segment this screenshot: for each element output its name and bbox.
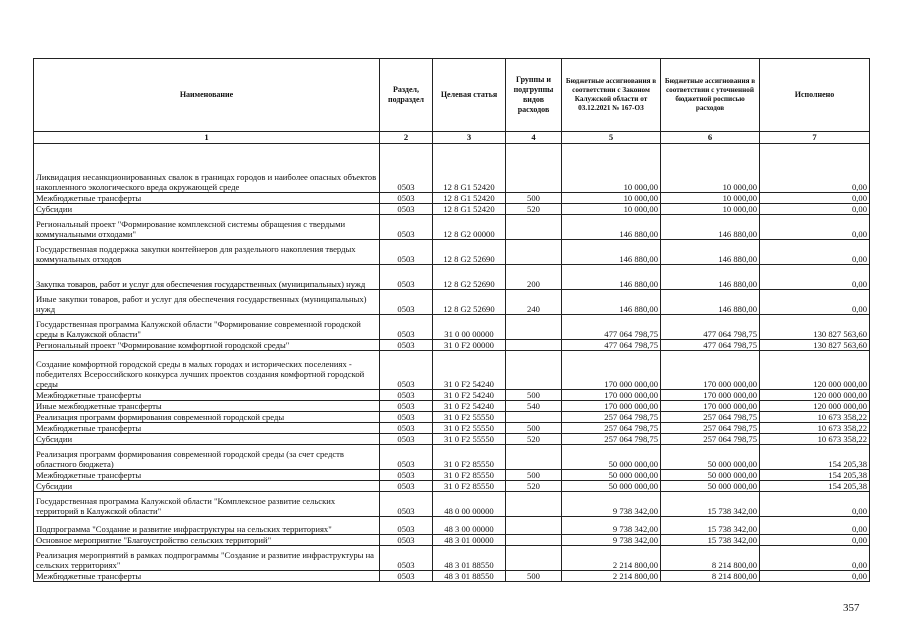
row-budget-law: 2 214 800,00 [562,546,661,571]
row-budget-law: 257 064 798,75 [562,423,661,434]
row-budget-refined: 170 000 000,00 [661,401,760,412]
row-name: Государственная программа Калужской области "Формирование современной городской среды в Калужской области" [34,315,380,340]
row-section: 0503 [380,423,433,434]
table-row [34,423,870,434]
row-name: Реализация мероприятий в рамках подпрограммы "Создание и развитие инфраструктуры на сельских территориях" [34,546,380,571]
row-budget-refined: 50 000 000,00 [661,470,760,481]
row-name: Межбюджетные трансферты [34,423,380,434]
row-target: 12 8 G1 52420 [433,204,506,215]
row-target: 31 0 F2 54240 [433,351,506,390]
row-budget-law: 2 214 800,00 [562,571,661,582]
header-budget-law: Бюджетные ассигнования в соответствии с Законом Калужской области от 03.12.2021 № 167-ОЗ [562,59,661,132]
row-target: 31 0 F2 54240 [433,390,506,401]
table-row [34,265,870,290]
row-group: 520 [506,434,562,445]
row-group [506,517,562,535]
row-executed: 0,00 [760,535,870,546]
column-number: 5 [562,132,661,144]
row-name: Субсидии [34,481,380,492]
header-executed: Исполнено [760,59,870,132]
row-group [506,144,562,193]
row-section: 0503 [380,470,433,481]
row-budget-law: 50 000 000,00 [562,470,661,481]
row-budget-law: 170 000 000,00 [562,390,661,401]
row-target: 12 8 G1 52420 [433,144,506,193]
row-budget-refined: 15 738 342,00 [661,517,760,535]
column-number: 6 [661,132,760,144]
row-target: 31 0 F2 54240 [433,401,506,412]
row-budget-refined: 146 880,00 [661,290,760,315]
table-row [34,401,870,412]
row-executed: 154 205,38 [760,445,870,470]
row-target: 31 0 F2 55550 [433,423,506,434]
row-budget-law: 10 000,00 [562,204,661,215]
row-section: 0503 [380,546,433,571]
row-name: Межбюджетные трансферты [34,390,380,401]
row-name: Региональный проект "Формирование комплексной системы обращения с твердыми коммунальными отходами" [34,215,380,240]
row-budget-refined: 170 000 000,00 [661,390,760,401]
row-target: 48 0 00 00000 [433,492,506,517]
row-name: Государственная поддержка закупки контейнеров для раздельного накопления твердых коммунальных отходов [34,240,380,265]
table-row [34,215,870,240]
row-group [506,351,562,390]
table-row [34,412,870,423]
row-budget-refined: 10 000,00 [661,144,760,193]
row-section: 0503 [380,535,433,546]
page-number: 357 [843,602,860,614]
row-group: 520 [506,204,562,215]
row-name: Подпрограмма "Создание и развитие инфраструктуры на сельских территориях" [34,517,380,535]
row-executed: 0,00 [760,546,870,571]
row-group: 200 [506,265,562,290]
table-row [34,340,870,351]
row-budget-law: 146 880,00 [562,240,661,265]
row-target: 31 0 F2 55550 [433,434,506,445]
row-group [506,412,562,423]
row-section: 0503 [380,401,433,412]
row-name: Реализация программ формирования современной городской среды (за счет средств областного бюджета) [34,445,380,470]
row-name: Иные межбюджетные трансферты [34,401,380,412]
row-executed: 130 827 563,60 [760,315,870,340]
row-section: 0503 [380,492,433,517]
row-target: 31 0 F2 85550 [433,481,506,492]
table-row [34,517,870,535]
row-executed: 10 673 358,22 [760,412,870,423]
row-target: 48 3 01 88550 [433,571,506,582]
row-group [506,492,562,517]
column-number: 2 [380,132,433,144]
column-number: 1 [34,132,380,144]
row-name: Закупка товаров, работ и услуг для обеспечения государственных (муниципальных) нужд [34,265,380,290]
row-name: Иные закупки товаров, работ и услуг для обеспечения государственных (муниципальных) нужд [34,290,380,315]
row-section: 0503 [380,204,433,215]
row-executed: 0,00 [760,240,870,265]
row-section: 0503 [380,390,433,401]
row-section: 0503 [380,445,433,470]
row-budget-law: 257 064 798,75 [562,434,661,445]
table-row [34,445,870,470]
row-target: 12 8 G2 52690 [433,240,506,265]
table-row [34,390,870,401]
row-executed: 0,00 [760,290,870,315]
row-section: 0503 [380,144,433,193]
row-group: 240 [506,290,562,315]
row-section: 0503 [380,315,433,340]
row-budget-law: 50 000 000,00 [562,481,661,492]
row-section: 0503 [380,434,433,445]
table-row [34,492,870,517]
row-budget-law: 170 000 000,00 [562,351,661,390]
row-target: 48 3 01 00000 [433,535,506,546]
row-section: 0503 [380,412,433,423]
row-group: 500 [506,193,562,204]
table-row [34,470,870,481]
row-budget-law: 50 000 000,00 [562,445,661,470]
row-executed: 0,00 [760,517,870,535]
row-target: 31 0 F2 55550 [433,412,506,423]
row-group: 500 [506,423,562,434]
row-executed: 130 827 563,60 [760,340,870,351]
row-executed: 0,00 [760,492,870,517]
row-executed: 10 673 358,22 [760,423,870,434]
table-row [34,315,870,340]
row-target: 31 0 F2 00000 [433,340,506,351]
row-executed: 0,00 [760,571,870,582]
row-section: 0503 [380,571,433,582]
row-name: Межбюджетные трансферты [34,193,380,204]
header-section: Раздел, подраздел [380,59,433,132]
row-budget-law: 10 000,00 [562,193,661,204]
row-name: Межбюджетные трансферты [34,470,380,481]
row-section: 0503 [380,517,433,535]
row-budget-refined: 10 000,00 [661,193,760,204]
table-row [34,571,870,582]
row-executed: 120 000 000,00 [760,401,870,412]
row-budget-law: 477 064 798,75 [562,315,661,340]
row-section: 0503 [380,215,433,240]
row-name: Субсидии [34,434,380,445]
table-row [34,535,870,546]
row-name: Межбюджетные трансферты [34,571,380,582]
row-group [506,445,562,470]
row-executed: 0,00 [760,265,870,290]
row-group [506,240,562,265]
header-budget-refined: Бюджетные ассигнования в соответствии с уточненной бюджетной росписью расходов [661,59,760,132]
row-executed: 10 673 358,22 [760,434,870,445]
row-group [506,535,562,546]
column-number: 7 [760,132,870,144]
row-group [506,315,562,340]
row-executed: 0,00 [760,215,870,240]
row-section: 0503 [380,290,433,315]
row-section: 0503 [380,481,433,492]
row-section: 0503 [380,240,433,265]
header-groups: Группы и подгруппы видов расходов [506,59,562,132]
row-target: 48 3 01 88550 [433,546,506,571]
row-budget-refined: 15 738 342,00 [661,535,760,546]
table-row [34,481,870,492]
table-row [34,546,870,571]
header-name: Наименование [34,59,380,132]
row-budget-refined: 257 064 798,75 [661,434,760,445]
table-row [34,193,870,204]
row-target: 12 8 G1 52420 [433,193,506,204]
row-budget-refined: 8 214 800,00 [661,546,760,571]
row-executed: 120 000 000,00 [760,351,870,390]
row-budget-refined: 170 000 000,00 [661,351,760,390]
row-group [506,340,562,351]
row-budget-law: 146 880,00 [562,290,661,315]
row-group [506,546,562,571]
row-target: 12 8 G2 52690 [433,290,506,315]
row-group: 500 [506,571,562,582]
row-target: 48 3 00 00000 [433,517,506,535]
row-group: 540 [506,401,562,412]
row-budget-law: 170 000 000,00 [562,401,661,412]
budget-table [33,58,870,582]
table-body [34,144,870,582]
row-budget-law: 146 880,00 [562,265,661,290]
row-budget-refined: 477 064 798,75 [661,315,760,340]
row-group [506,215,562,240]
row-section: 0503 [380,340,433,351]
row-budget-refined: 10 000,00 [661,204,760,215]
row-budget-refined: 257 064 798,75 [661,423,760,434]
column-number-row [34,132,870,144]
row-group: 520 [506,481,562,492]
row-budget-refined: 15 738 342,00 [661,492,760,517]
table-row [34,434,870,445]
table-row [34,240,870,265]
row-executed: 0,00 [760,193,870,204]
row-budget-law: 10 000,00 [562,144,661,193]
row-name: Ликвидация несанкционированных свалок в границах городов и наиболее опасных объектов накопленного экологического вреда окружающей среде [34,144,380,193]
row-budget-refined: 50 000 000,00 [661,445,760,470]
row-budget-law: 257 064 798,75 [562,412,661,423]
row-executed: 154 205,38 [760,470,870,481]
row-target: 31 0 00 00000 [433,315,506,340]
row-section: 0503 [380,351,433,390]
row-budget-refined: 146 880,00 [661,240,760,265]
row-budget-law: 9 738 342,00 [562,517,661,535]
row-budget-refined: 50 000 000,00 [661,481,760,492]
table-row [34,290,870,315]
table-row [34,351,870,390]
row-section: 0503 [380,193,433,204]
row-budget-refined: 146 880,00 [661,215,760,240]
row-target: 31 0 F2 85550 [433,445,506,470]
row-target: 31 0 F2 85550 [433,470,506,481]
row-name: Государственная программа Калужской области "Комплексное развитие сельских территорий в Калужской области" [34,492,380,517]
row-name: Субсидии [34,204,380,215]
row-budget-refined: 477 064 798,75 [661,340,760,351]
row-group: 500 [506,390,562,401]
row-budget-refined: 257 064 798,75 [661,412,760,423]
column-number: 4 [506,132,562,144]
row-target: 12 8 G2 52690 [433,265,506,290]
row-executed: 154 205,38 [760,481,870,492]
row-budget-refined: 8 214 800,00 [661,571,760,582]
row-section: 0503 [380,265,433,290]
row-target: 12 8 G2 00000 [433,215,506,240]
row-executed: 120 000 000,00 [760,390,870,401]
table-row [34,144,870,193]
row-group: 500 [506,470,562,481]
row-budget-law: 477 064 798,75 [562,340,661,351]
row-name: Основное мероприятие "Благоустройство сельских территорий" [34,535,380,546]
row-budget-refined: 146 880,00 [661,265,760,290]
row-name: Реализация программ формирования современной городской среды [34,412,380,423]
table-row [34,204,870,215]
column-number: 3 [433,132,506,144]
header-row [34,59,870,132]
header-target: Целевая статья [433,59,506,132]
row-name: Региональный проект "Формирование комфортной городской среды" [34,340,380,351]
row-name: Создание комфортной городской среды в малых городах и исторических поселениях - победителях Всероссийского конкурса лучших проектов создания комфортной городской среды [34,351,380,390]
row-budget-law: 9 738 342,00 [562,535,661,546]
row-executed: 0,00 [760,204,870,215]
row-executed: 0,00 [760,144,870,193]
row-budget-law: 146 880,00 [562,215,661,240]
row-budget-law: 9 738 342,00 [562,492,661,517]
